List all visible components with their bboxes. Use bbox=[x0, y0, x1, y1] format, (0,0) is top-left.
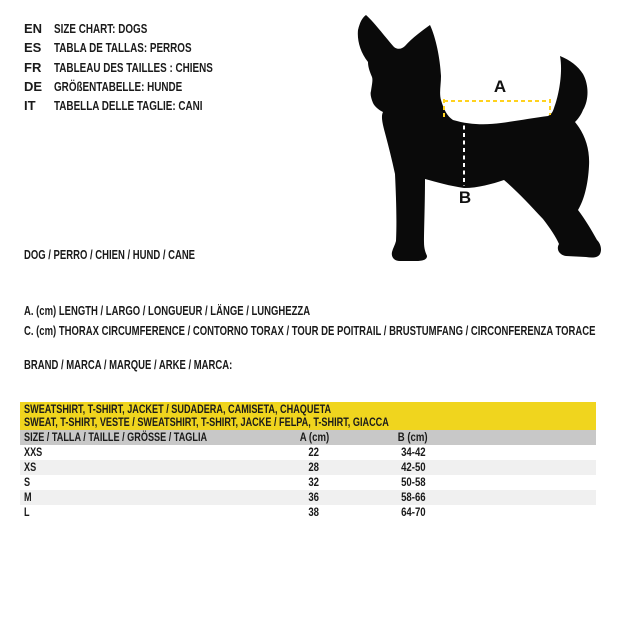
a-cell: 28 bbox=[308, 460, 320, 474]
table-row-l bbox=[20, 505, 596, 520]
lang-code: ES bbox=[24, 40, 42, 56]
lang-row-de bbox=[24, 77, 263, 96]
lang-code: IT bbox=[24, 98, 36, 114]
a-cell: 38 bbox=[308, 505, 320, 519]
a-cell: 36 bbox=[308, 490, 320, 504]
size-cell: XXS bbox=[24, 445, 43, 459]
lang-title: TABELLA DELLE TAGLIE: CANI bbox=[54, 98, 203, 114]
legend-thorax: C. (cm) THORAX CIRCUMFERENCE / CONTORNO TORAX / TOUR DE POITRAIL / BRUSTUMFANG / CIRCONFERENZA TORACE bbox=[24, 324, 596, 338]
brand-line: BRAND / MARCA / MARQUE / ARKE / MARCA: bbox=[24, 358, 233, 372]
size-cell: L bbox=[24, 505, 30, 519]
table-row-xs bbox=[20, 460, 596, 475]
lang-code: DE bbox=[24, 78, 43, 94]
size-table-body bbox=[20, 445, 596, 520]
language-title-list bbox=[24, 19, 263, 115]
table-row-m bbox=[20, 490, 596, 505]
size-table-column-header bbox=[20, 430, 596, 445]
lang-title: GRÖßENTABELLE: HUNDE bbox=[54, 78, 183, 94]
legend-length: A. (cm) LENGTH / LARGO / LONGUEUR / LÄNGE / LUNGHEZZA bbox=[24, 304, 311, 318]
size-table bbox=[20, 402, 596, 520]
lang-row-en bbox=[24, 19, 263, 38]
dog-measurement-diagram bbox=[345, 5, 615, 275]
col-a-cm: A (cm) bbox=[299, 430, 329, 444]
b-cell: 58-66 bbox=[400, 490, 426, 504]
b-cell: 42-50 bbox=[400, 460, 426, 474]
table-row-xxs bbox=[20, 445, 596, 460]
garment-types-line-1: SWEATSHIRT, T-SHIRT, JACKET / SUDADERA, CAMISETA, CHAQUETA bbox=[24, 402, 332, 416]
lang-title: SIZE CHART: DOGS bbox=[54, 21, 148, 36]
size-cell: XS bbox=[24, 460, 37, 474]
a-cell: 22 bbox=[308, 445, 320, 459]
col-size: SIZE / TALLA / TAILLE / GRÖSSE / TAGLIA bbox=[24, 430, 208, 444]
lang-code: EN bbox=[24, 21, 43, 36]
col-b-cm: B (cm) bbox=[398, 430, 428, 444]
b-cell: 50-58 bbox=[400, 475, 426, 489]
table-row-s bbox=[20, 475, 596, 490]
lang-row-fr bbox=[24, 58, 263, 77]
animal-caption: DOG / PERRO / CHIEN / HUND / CANE bbox=[24, 248, 196, 262]
lang-title: TABLA DE TALLAS: PERROS bbox=[54, 40, 192, 56]
size-cell: M bbox=[24, 490, 32, 504]
lang-code: FR bbox=[24, 59, 42, 75]
lang-row-es bbox=[24, 38, 263, 57]
size-table-yellow-header bbox=[20, 402, 596, 430]
dog-silhouette-icon bbox=[358, 15, 601, 261]
lang-row-it bbox=[24, 96, 263, 115]
b-cell: 34-42 bbox=[400, 445, 426, 459]
b-cell: 64-70 bbox=[400, 505, 426, 519]
measure-b-label: B bbox=[458, 188, 472, 207]
measure-a-label: A bbox=[493, 77, 507, 96]
size-cell: S bbox=[24, 475, 31, 489]
lang-title: TABLEAU DES TAILLES : CHIENS bbox=[54, 59, 213, 75]
garment-types-line-2: SWEAT, T-SHIRT, VESTE / SWEATSHIRT, T-SHIRT, JACKE / FELPA, T-SHIRT, GIACCA bbox=[24, 415, 389, 429]
a-cell: 32 bbox=[308, 475, 320, 489]
